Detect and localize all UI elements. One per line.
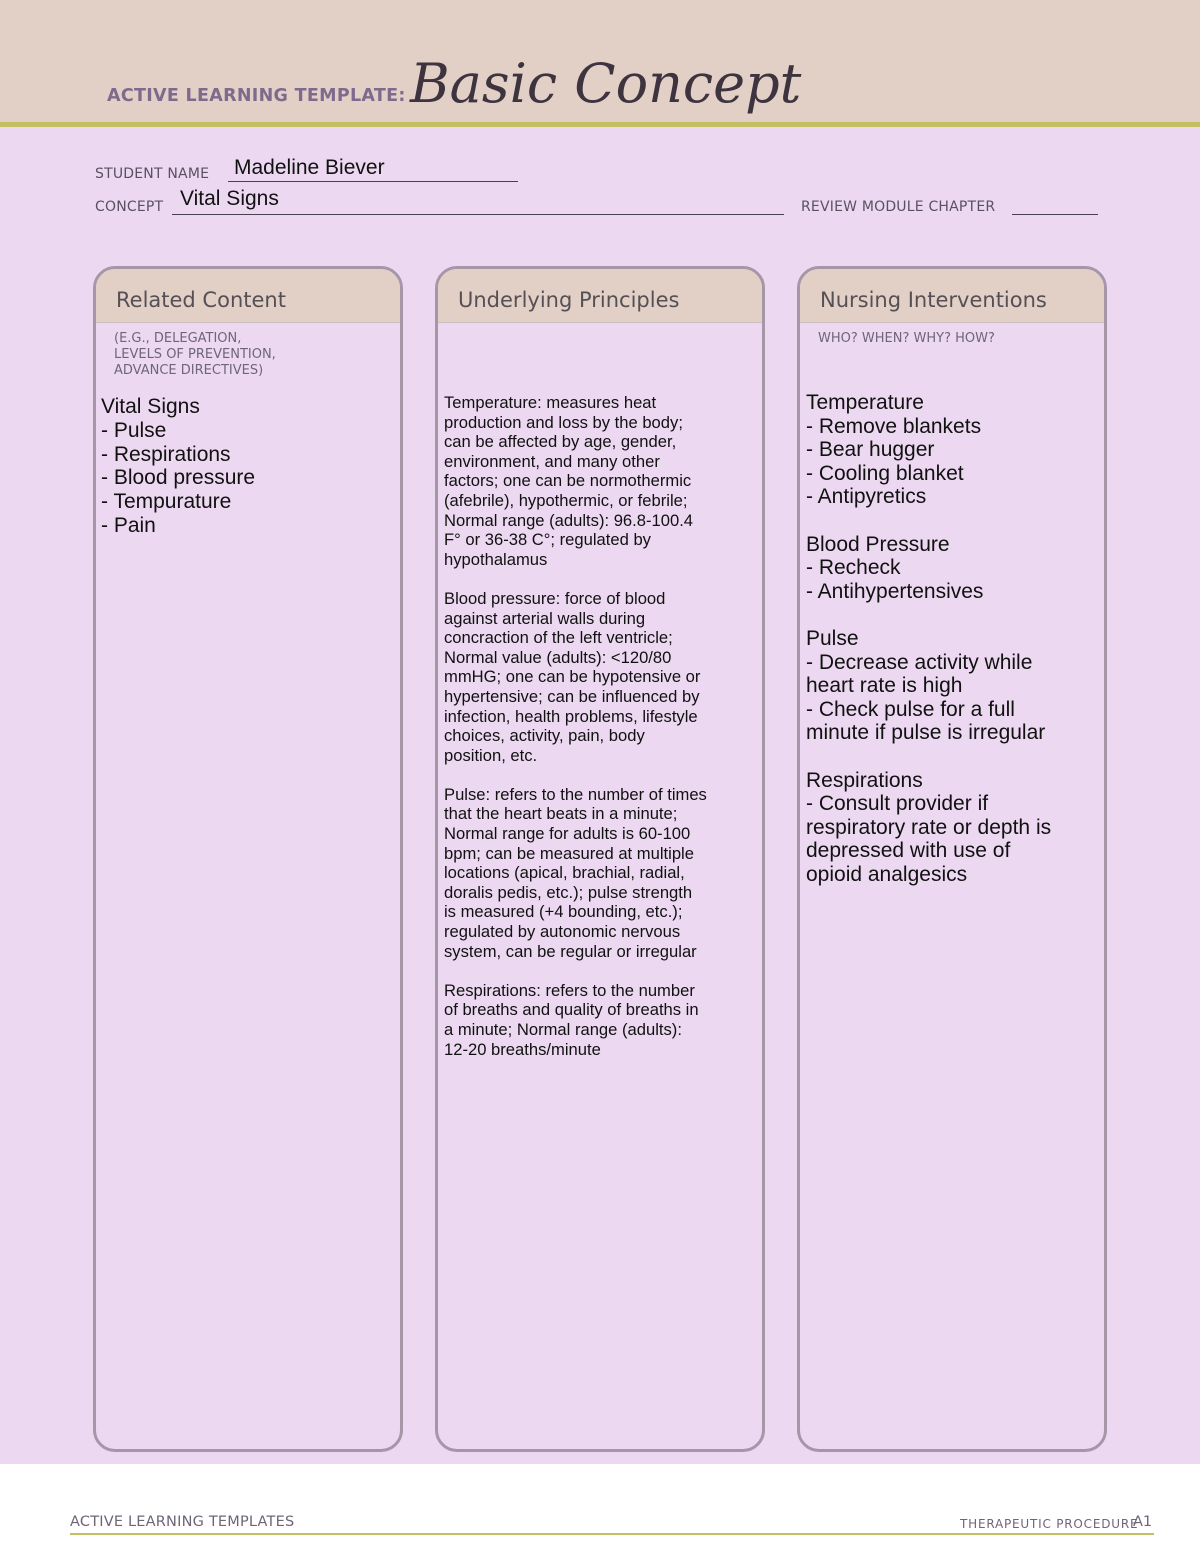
nursing-interventions-hint: WHO? WHEN? WHY? HOW? [818,331,995,346]
footer-right-label: THERAPEUTIC PROCEDURE [960,1517,1139,1531]
footer-left-label: ACTIVE LEARNING TEMPLATES [70,1514,295,1530]
related-content-header [96,269,400,323]
student-name-label: STUDENT NAME [95,166,210,182]
underlying-principles-title: Underlying Principles [458,288,680,312]
concept-label: CONCEPT [95,199,164,215]
review-module-label: REVIEW MODULE CHAPTER [801,199,996,215]
footer-page-code: A1 [1133,1514,1153,1530]
review-module-field[interactable] [1016,187,1096,211]
page-title: Basic Concept [410,52,802,115]
nursing-interventions-panel [797,266,1107,1452]
related-content-title: Related Content [116,288,286,312]
footer-rule [70,1533,1154,1535]
nursing-interventions-text[interactable]: Temperature - Remove blankets - Bear hugger - Cooling blanket - Antipyretics Blood Pressure - Recheck - Antihypertensives Pulse - Decrease activity while heart rate is high - Check pulse for a full minute if pulse is irregular Respirations - Consult provider if respiratory rate or depth is depressed with use of opioid analgesics [806,391,1052,886]
review-module-line [1012,214,1098,215]
related-content-panel [93,266,403,1452]
underlying-principles-panel [435,266,765,1452]
concept-field[interactable]: Vital Signs [180,187,279,210]
nursing-interventions-header [800,269,1104,323]
underlying-principles-text[interactable]: Temperature: measures heat production and loss by the body; can be affected by age, gender, environment, and many other factors; one can be normothermic (afebrile), hypothermic, or febrile; Normal range (adults): 96.8-100.4 F° or 36-38 C°; regulated by hypothalamus Blood pressure: force of blood against arterial walls during concraction of the left ventricle; Normal value (adults): <120/80 mmHG; one can be hypotensive or hypertensive; can be influenced by infection, health problems, lifestyle choices, activity, pain, body position, etc. Pulse: refers to the number of times that the heart beats in a minute; Normal range for adults is 60-100 bpm; can be measured at multiple locations (apical, brachial, radial, doralis pedis, etc.); pulse strength is measured (+4 bounding, etc.); regulated by autonomic nervous system, can be regular or irregular Respirations: refers to the number of breaths and quality of breaths in a minute; Normal range (adults): 12-20 breaths/minute [444,393,707,1059]
underlying-principles-header [438,269,762,323]
concept-line [172,214,784,215]
student-name-field[interactable]: Madeline Biever [234,156,385,179]
related-content-text[interactable]: Vital Signs - Pulse - Respirations - Blood pressure - Tempurature - Pain [101,395,256,537]
related-content-hint: (E.G., DELEGATION, LEVELS OF PREVENTION, ADVANCE DIRECTIVES) [114,331,276,378]
template-label: ACTIVE LEARNING TEMPLATE: [107,86,406,106]
student-name-line [228,181,518,182]
nursing-interventions-title: Nursing Interventions [820,288,1047,312]
